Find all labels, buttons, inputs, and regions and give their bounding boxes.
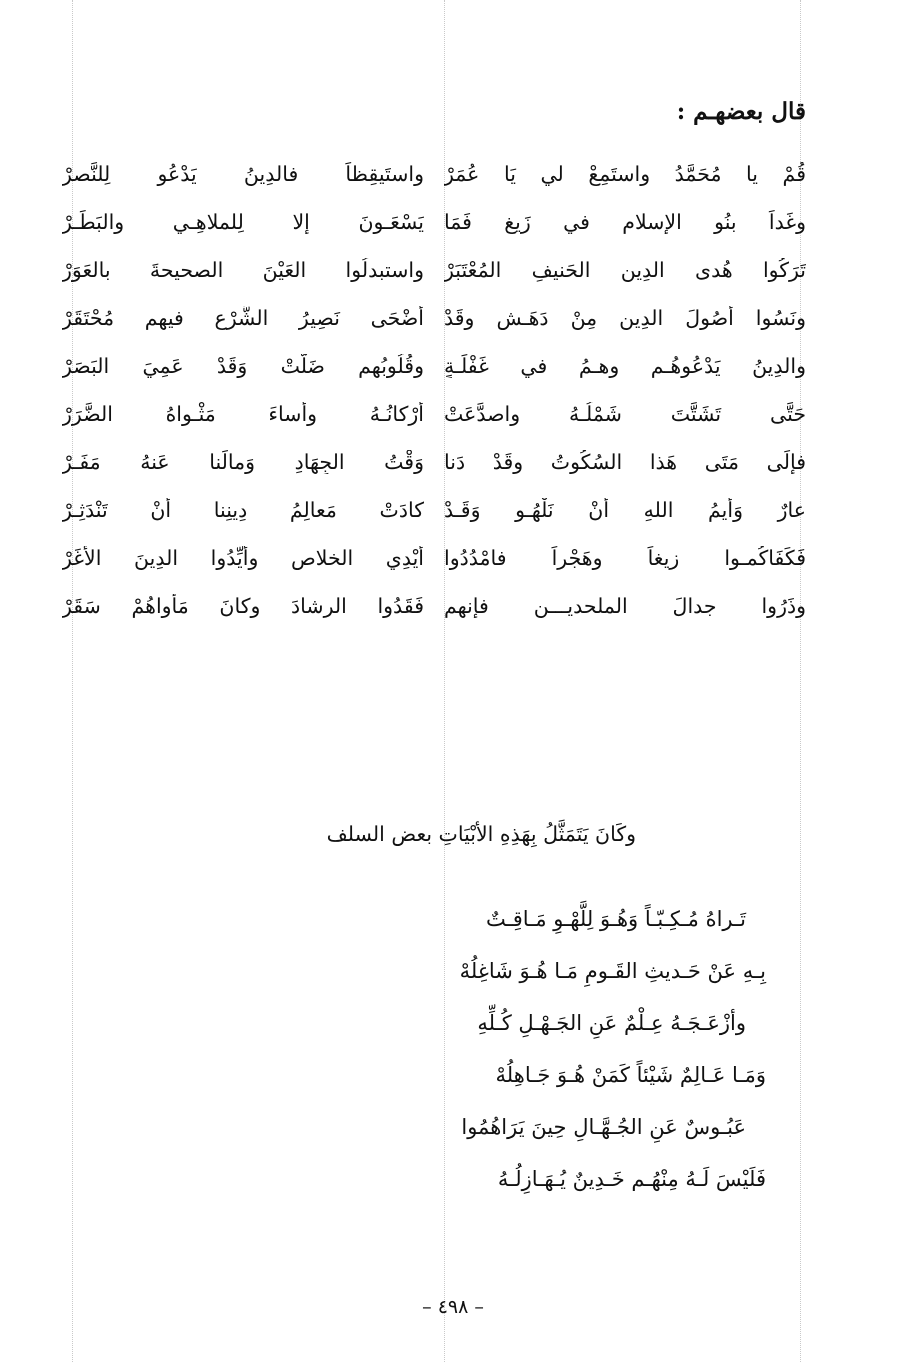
- verse-left-hemistich: أَرْكانُـهُ وأساءَ مَثْـواهُ الضَّرَرْ: [62, 402, 424, 426]
- poem-line: وَمَـا عَـالِمٌ شَيْئاً كَمَنْ هُـوَ جَـاهِلُهْ: [495, 1063, 766, 1087]
- poem-verse: [62, 294, 806, 342]
- section-heading: قال بعضهـم :: [676, 98, 806, 125]
- verse-left-hemistich: أيْدِي الخلاصِ وأيِّدُوا الدِينَ الأغَرْ: [62, 546, 424, 570]
- verse-right-hemistich: وغَداً بنُو الإسلامِ في زَيغٍ فَمَا: [444, 210, 806, 234]
- verse-left-hemistich: وقُلُوبُهم ضَلَّتْ وَقَدْ عَمِيَ البَصَرْ: [62, 354, 424, 378]
- poem-line: فَلَيْسَ لَـهُ مِنْهُـم خَـدِينٌ يُـهَـازِلُـهُ: [497, 1167, 766, 1191]
- verse-right-hemistich: قُمْ يا مُحَمَّدُ واستَمِعْ لي يَا عُمَرْ: [444, 162, 806, 186]
- verse-left-hemistich: واستبدلُوا العَيْنَ الصحيحةَ بالعَوَرْ: [62, 258, 424, 282]
- poem-intro-line: وكَانَ يَتَمَثَّلُ بِهَذِهِ الأبْيَاتِ بعض السلف: [326, 822, 636, 846]
- verse-right-hemistich: ونَسُوا أُصُولَ الدِينِ مِنْ دَهَـشٍ وقَدْ: [444, 306, 806, 330]
- poem-line: وأزْعَـجَـهُ عِـلْمٌ عَنِ الجَـهْـلِ كُـلِّهِ: [477, 1011, 746, 1035]
- poem-line: عَبُـوسٌ عَنِ الجُـهَّـالِ حِينَ يَرَاهُمُوا: [461, 1115, 746, 1139]
- poem-line: بِـهِ عَنْ حَـديثِ القَـومِ مَـا هُـوَ شَاغِلُهْ: [459, 959, 766, 983]
- poem-first: [62, 150, 806, 630]
- poem-verse: [62, 582, 806, 630]
- poem-line: تَـراهُ مُـكِـبّـاً وَهُـوَ لِلَّهْـوِ مَـاقِـتٌ: [485, 907, 746, 931]
- poem-second: [86, 893, 766, 1205]
- page-number: – ٤٩٨ –: [422, 1296, 484, 1318]
- verse-left-hemistich: وَقْتُ الجِهَادِ وَمالَنا عَنهُ مَفَـرْ: [62, 450, 424, 474]
- poem-verse: [62, 534, 806, 582]
- verse-right-hemistich: حَتَّى تَشَتَّتَ شَمْلُـهُ واصدَّعَتْ: [444, 402, 806, 426]
- poem-verse: [62, 342, 806, 390]
- poem-verse: [62, 198, 806, 246]
- verse-left-hemistich: واستَيقِظاً فالدِينُ يَدْعُو لِلنَّصرْ: [62, 162, 424, 186]
- poem-verse: [62, 438, 806, 486]
- verse-left-hemistich: يَسْعَـونَ إلا لِلملاهِـي والبَطَـرْ: [62, 210, 424, 234]
- poem-verse: [62, 246, 806, 294]
- verse-right-hemistich: فَكَفَاكُمـوا زيغاً وهَجْراً فامْدُدُوا: [444, 546, 806, 570]
- verse-right-hemistich: وذَرُوا جدالَ الملحديـــن فإنهم: [444, 594, 806, 618]
- poem-verse: [62, 150, 806, 198]
- verse-right-hemistich: عارٌ وَأيمُ اللهِ أنْ نَلْهُـو وَقَـدْ: [444, 498, 806, 522]
- verse-left-hemistich: فَقَدُوا الرشادَ وكانَ مَأواهُمْ سَقَرْ: [62, 594, 424, 618]
- verse-right-hemistich: تَرَكُوا هُدى الدِينِ الحَنيفِ المُعْتَبَرْ: [444, 258, 806, 282]
- poem-verse: [62, 486, 806, 534]
- verse-left-hemistich: كادَتْ مَعالِمُ دِينِنا أنْ تَنْدَثِـرْ: [62, 498, 424, 522]
- verse-right-hemistich: فإلَى مَتَى هَذا السُكُوتُ وقَدْ دَنا: [444, 450, 806, 474]
- poem-verse: [62, 390, 806, 438]
- verse-left-hemistich: أَضْحَى نَصِيرُ الشَّرْعِ فيهم مُحْتَقَرْ: [62, 306, 424, 330]
- verse-right-hemistich: والدِينُ يَدْعُوهُـم وهـمُ في غَفْلَـةٍ: [444, 354, 806, 378]
